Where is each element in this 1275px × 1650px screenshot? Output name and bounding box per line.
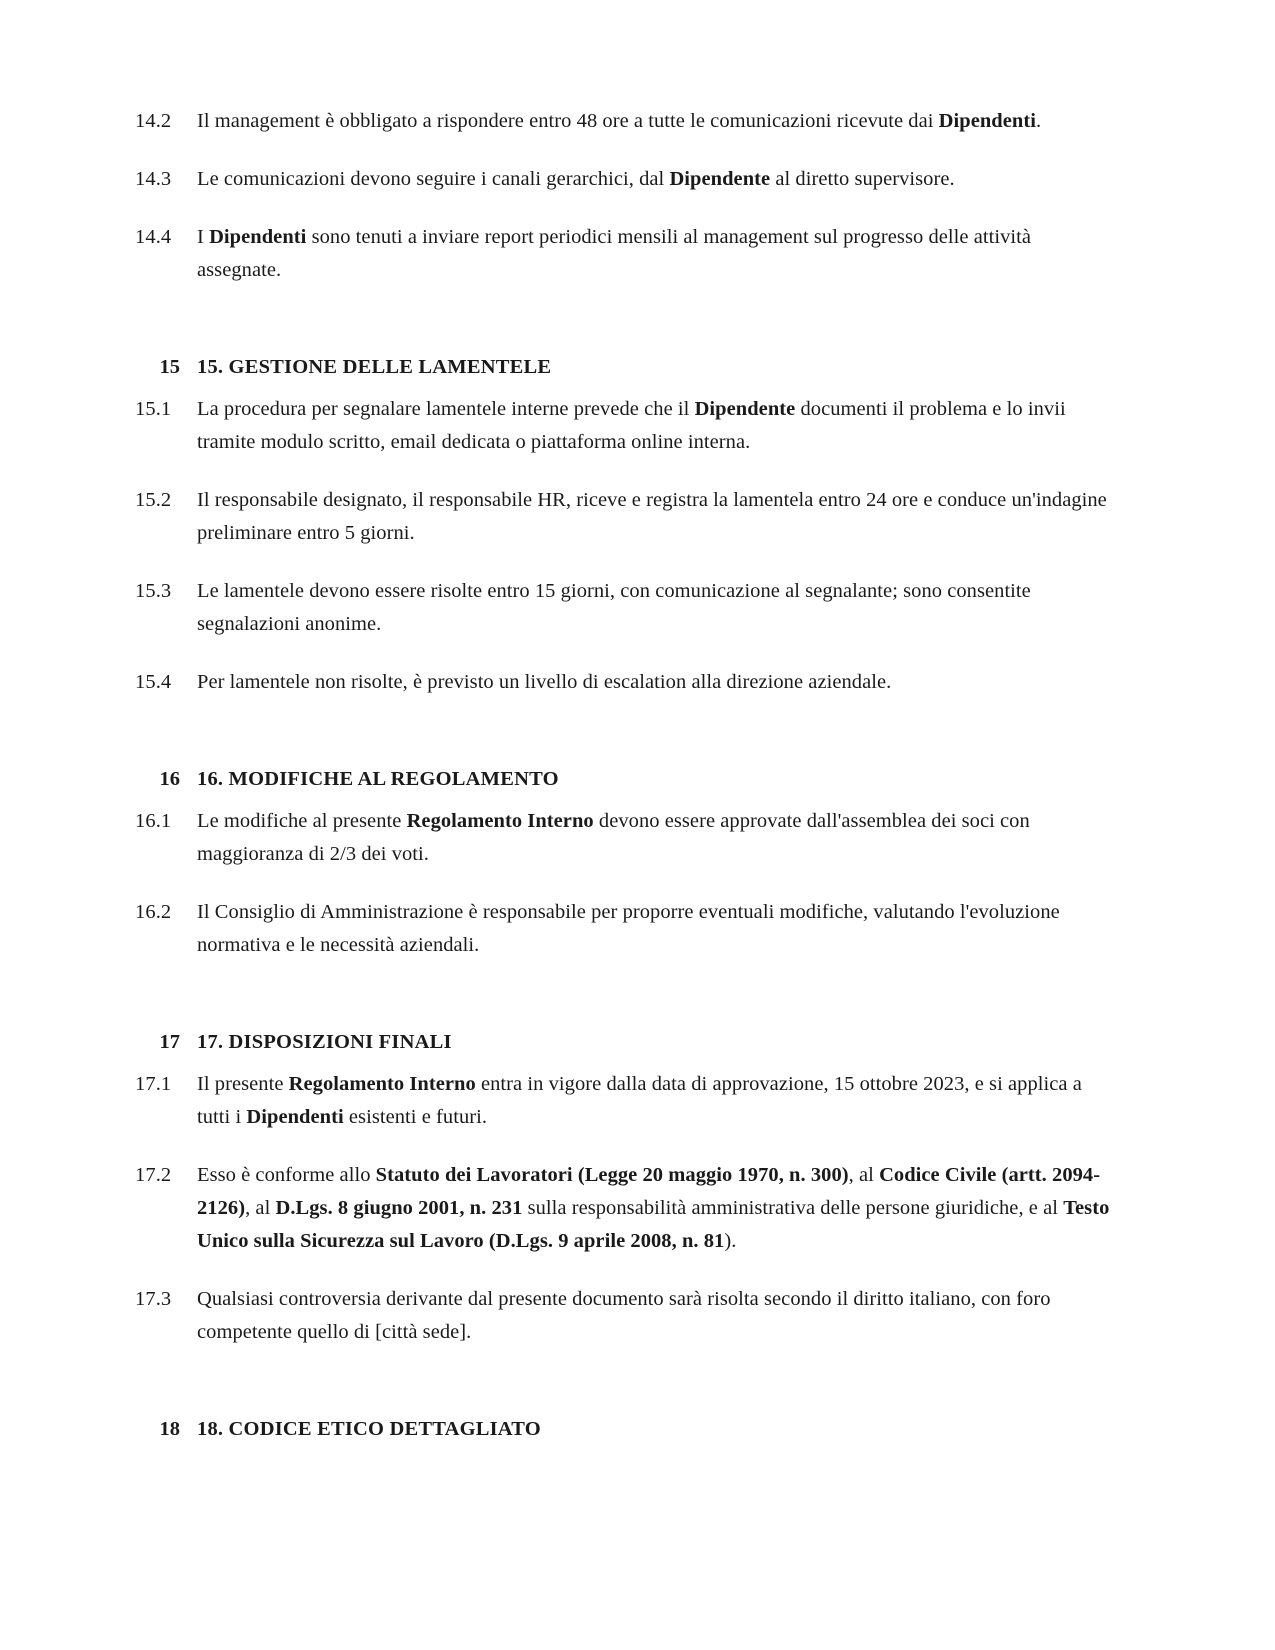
clause-row: [135, 393, 1110, 459]
clause-number: 15.3: [135, 580, 172, 602]
clause-number: 15.4: [135, 671, 172, 693]
clause-text-run: Le modifiche al presente: [197, 810, 407, 832]
clause-text-run: Il responsabile designato, il responsabile HR, riceve e registra la lamentela entro 24 ore e conduce un'indagine preliminare entro 5 giorni.: [197, 489, 1107, 544]
clause-text-emphasis: Dipendente: [694, 398, 796, 420]
clause-text-run: .: [1035, 110, 1042, 132]
clause-number: 14.4: [135, 226, 172, 248]
section-heading-number: 17: [159, 1031, 180, 1053]
clause-text-emphasis: Dipendenti: [246, 1106, 344, 1128]
clause-text-emphasis: Regolamento Interno: [406, 810, 594, 832]
clause-text: [197, 1283, 1110, 1349]
clause-row: [135, 484, 1110, 550]
clause-text-run: al diretto supervisore.: [770, 168, 955, 190]
section-heading: [135, 724, 1110, 805]
clause-text-emphasis: Dipendente: [669, 168, 771, 190]
clause-text: [197, 666, 1110, 699]
clause-text-run: documenti il problema e lo invii tramite modulo scritto, email dedicata o piattaforma online interna.: [197, 398, 1066, 453]
clause-text: [197, 1159, 1110, 1258]
clause-row: [135, 163, 1110, 196]
section-heading-title: 15. GESTIONE DELLE LAMENTELE: [197, 356, 552, 378]
clause-row: [135, 575, 1110, 641]
clause-number: 14.3: [135, 168, 172, 190]
clause-text-run: , al: [848, 1164, 880, 1186]
clause-row: [135, 1159, 1110, 1258]
clause-number: 15.2: [135, 489, 172, 511]
clause-text-emphasis: Testo Unico sulla Sicurezza sul Lavoro (D.Lgs. 9 aprile 2008, n. 81: [197, 1197, 1110, 1252]
clause-text-run: Esso è conforme allo: [197, 1164, 376, 1186]
clause-text-run: Il Consiglio di Amministrazione è responsabile per proporre eventuali modifiche, valutando l'evoluzione normativa e le necessità aziendali.: [197, 901, 1060, 956]
clause-text-run: ).: [724, 1230, 737, 1252]
clause-number: 15.1: [135, 398, 172, 420]
clause-text: [197, 221, 1110, 287]
clause-text-run: , al: [245, 1197, 276, 1219]
clause-text-run: devono essere approvate dall'assemblea dei soci con maggioranza di 2/3 dei voti.: [197, 810, 1030, 865]
clause-text-emphasis: Statuto dei Lavoratori (Legge 20 maggio 1970, n. 300): [375, 1164, 849, 1186]
clause-text: [197, 896, 1110, 962]
clause-number: 17.1: [135, 1073, 172, 1095]
clause-row: [135, 666, 1110, 699]
section-heading-number: 15: [159, 356, 180, 378]
clause-row: [135, 1283, 1110, 1349]
clause-row: [135, 805, 1110, 871]
clause-row: [135, 221, 1110, 287]
clause-text-run: Il presente: [197, 1073, 289, 1095]
section-heading-number: 16: [159, 768, 180, 790]
clause-text: [197, 805, 1110, 871]
clause-text-run: I: [197, 226, 210, 248]
clause-text-run: sulla responsabilità amministrativa delle persone giuridiche, e al: [522, 1197, 1064, 1219]
clause-text-run: La procedura per segnalare lamentele interne prevede che il: [197, 398, 695, 420]
clause-text-run: esistenti e futuri.: [343, 1106, 488, 1128]
section-heading: [135, 1374, 1110, 1455]
clause-number: 16.2: [135, 901, 172, 923]
section-heading-title: 18. CODICE ETICO DETTAGLIATO: [197, 1418, 541, 1440]
clause-text-run: Le comunicazioni devono seguire i canali gerarchici, dal: [197, 168, 670, 190]
section-heading: [135, 987, 1110, 1068]
clause-text-run: Qualsiasi controversia derivante dal presente documento sarà risolta secondo il diritto italiano, con foro competente quello di [città sede].: [197, 1288, 1051, 1343]
clause-number: 16.1: [135, 810, 172, 832]
clause-row: [135, 896, 1110, 962]
clause-text: [197, 1068, 1110, 1134]
clause-text-emphasis: Codice Civile (artt. 2094-2126): [197, 1164, 1101, 1219]
clause-text: [197, 575, 1110, 641]
clause-text: [197, 484, 1110, 550]
clause-row: [135, 1068, 1110, 1134]
clause-text: [197, 393, 1110, 459]
clause-text-run: Il management è obbligato a rispondere entro 48 ore a tutte le comunicazioni ricevute dai: [197, 110, 939, 132]
clause-text-emphasis: D.Lgs. 8 giugno 2001, n. 231: [275, 1197, 523, 1219]
clause-text-run: entra in vigore dalla data di approvazione, 15 ottobre 2023, e si applica a tutti i: [197, 1073, 1082, 1128]
clause-text-run: sono tenuti a inviare report periodici mensili al management sul progresso delle attività assegnate.: [197, 226, 1032, 281]
clause-text-run: Per lamentele non risolte, è previsto un livello di escalation alla direzione aziendale.: [197, 671, 892, 693]
clause-text: [197, 105, 1110, 138]
document-content: [135, 105, 1110, 1455]
clause-number: 14.2: [135, 110, 172, 132]
section-heading-number: 18: [159, 1418, 180, 1440]
section-heading: [135, 312, 1110, 393]
clause-text-emphasis: Regolamento Interno: [288, 1073, 476, 1095]
clause-text-run: Le lamentele devono essere risolte entro 15 giorni, con comunicazione al segnalante; sono consentite segnalazioni anonime.: [197, 580, 1031, 635]
clause-number: 17.3: [135, 1288, 172, 1310]
clause-number: 17.2: [135, 1164, 172, 1186]
clause-row: [135, 105, 1110, 138]
clause-text: [197, 163, 1110, 196]
section-heading-title: 17. DISPOSIZIONI FINALI: [197, 1031, 452, 1053]
section-heading-title: 16. MODIFICHE AL REGOLAMENTO: [197, 768, 559, 790]
clause-text-emphasis: Dipendenti: [209, 226, 307, 248]
clause-text-emphasis: Dipendenti: [938, 110, 1036, 132]
